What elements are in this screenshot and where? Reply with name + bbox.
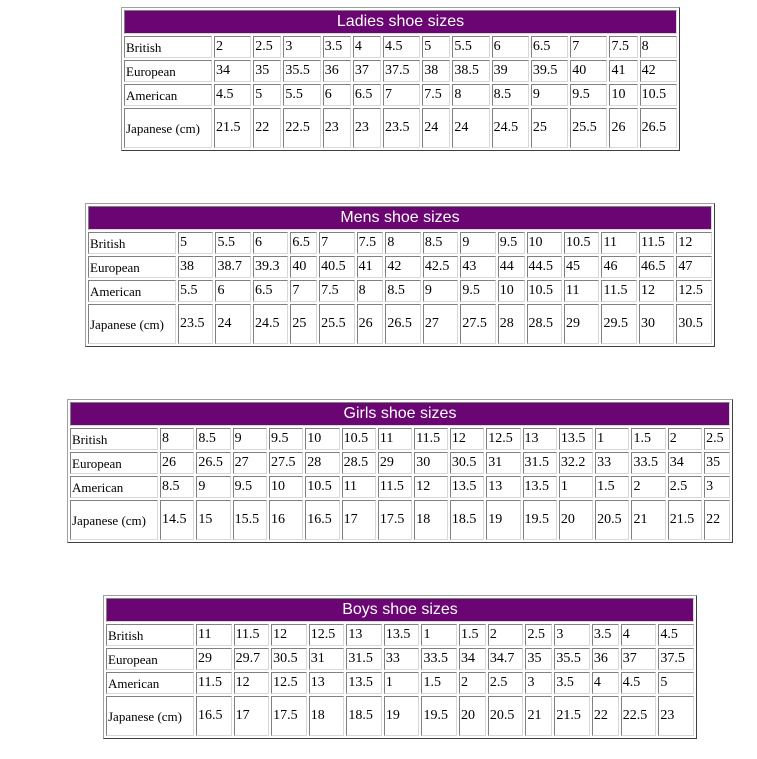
size-cell: 40 — [290, 256, 317, 278]
size-cell: 2.5 — [525, 624, 552, 646]
size-cell: 25.5 — [319, 304, 354, 344]
size-cell: 26.5 — [640, 108, 677, 148]
size-cell: 4.5 — [658, 624, 694, 646]
size-cell: 10 — [609, 84, 637, 106]
size-cell: 9.5 — [570, 84, 607, 106]
size-cell: 23 — [353, 108, 381, 148]
size-cell: 8.5 — [160, 476, 194, 498]
size-cell: 6.5 — [290, 232, 317, 254]
size-cell: 7 — [383, 84, 420, 106]
size-row-british — [70, 428, 730, 450]
size-cell: 18 — [309, 696, 345, 736]
size-cell: 47 — [676, 256, 712, 278]
size-cell: 10.5 — [564, 232, 599, 254]
size-cell: 10 — [527, 232, 562, 254]
size-cell: 5.5 — [452, 36, 489, 58]
size-cell: 22.5 — [621, 696, 657, 736]
size-cell: 2 — [631, 476, 665, 498]
size-cell: 24 — [422, 108, 450, 148]
row-label-american: American — [88, 280, 176, 302]
size-cell: 1 — [384, 672, 420, 694]
size-cell: 15 — [196, 500, 230, 540]
size-cell: 3.5 — [592, 624, 619, 646]
size-cell: 39 — [492, 60, 529, 82]
size-cell: 33.5 — [631, 452, 665, 474]
size-cell: 40 — [570, 60, 607, 82]
size-cell: 9 — [531, 84, 568, 106]
size-cell: 3.5 — [554, 672, 590, 694]
size-cell: 2.5 — [668, 476, 702, 498]
size-cell: 22.5 — [283, 108, 320, 148]
size-cell: 34 — [214, 60, 251, 82]
size-cell: 45 — [564, 256, 599, 278]
size-cell: 26 — [160, 452, 194, 474]
size-cell: 37 — [353, 60, 381, 82]
size-cell: 42 — [640, 60, 677, 82]
size-cell: 46 — [601, 256, 636, 278]
size-cell: 6.5 — [253, 280, 288, 302]
size-cell: 33 — [384, 648, 420, 670]
size-cell: 4 — [621, 624, 657, 646]
size-cell: 19.5 — [523, 500, 557, 540]
size-cell: 19 — [384, 696, 420, 736]
size-cell: 37.5 — [383, 60, 420, 82]
size-cell: 41 — [357, 256, 384, 278]
size-cell: 22 — [592, 696, 619, 736]
size-cell: 11 — [601, 232, 636, 254]
size-cell: 10 — [305, 428, 339, 450]
size-cell: 12 — [234, 672, 270, 694]
size-cell: 9 — [423, 280, 458, 302]
size-cell: 20.5 — [595, 500, 629, 540]
size-cell: 7 — [290, 280, 317, 302]
size-cell: 30.5 — [271, 648, 307, 670]
size-cell: 30.5 — [676, 304, 712, 344]
size-cell: 5 — [422, 36, 450, 58]
size-row-american — [106, 672, 694, 694]
size-cell: 8.5 — [492, 84, 529, 106]
size-cell: 10 — [498, 280, 525, 302]
row-label-european: European — [88, 256, 176, 278]
size-cell: 42 — [385, 256, 420, 278]
size-cell: 12 — [639, 280, 674, 302]
size-cell: 4.5 — [383, 36, 420, 58]
size-cell: 20 — [459, 696, 486, 736]
size-cell: 33 — [595, 452, 629, 474]
size-cell: 1 — [595, 428, 629, 450]
size-cell: 34 — [668, 452, 702, 474]
size-cell: 1.5 — [421, 672, 457, 694]
size-cell: 4 — [592, 672, 619, 694]
size-cell: 27 — [233, 452, 267, 474]
size-cell: 6.5 — [531, 36, 568, 58]
size-cell: 14.5 — [160, 500, 194, 540]
size-cell: 19.5 — [421, 696, 457, 736]
size-cell: 18.5 — [346, 696, 382, 736]
size-cell: 11.5 — [234, 624, 270, 646]
size-row-japanese — [70, 500, 730, 540]
size-cell: 30 — [639, 304, 674, 344]
size-cell: 16 — [269, 500, 303, 540]
size-cell: 6 — [323, 84, 351, 106]
size-cell: 9.5 — [498, 232, 525, 254]
size-cell: 41 — [609, 60, 637, 82]
size-cell: 9 — [460, 232, 495, 254]
size-cell: 6 — [492, 36, 529, 58]
size-cell: 11 — [378, 428, 412, 450]
size-cell: 37 — [621, 648, 657, 670]
size-cell: 5.5 — [215, 232, 250, 254]
size-cell: 7.5 — [422, 84, 450, 106]
size-cell: 13.5 — [346, 672, 382, 694]
size-cell: 6 — [215, 280, 250, 302]
ladies-size-table — [121, 7, 680, 151]
size-cell: 4.5 — [214, 84, 251, 106]
size-cell: 43 — [460, 256, 495, 278]
size-cell: 35.5 — [283, 60, 320, 82]
size-cell: 36 — [323, 60, 351, 82]
size-cell: 3 — [704, 476, 730, 498]
size-cell: 8 — [640, 36, 677, 58]
size-cell: 24 — [215, 304, 250, 344]
size-cell: 11.5 — [196, 672, 232, 694]
row-label-american: American — [70, 476, 158, 498]
size-cell: 6 — [253, 232, 288, 254]
size-cell: 6.5 — [353, 84, 381, 106]
size-cell: 10 — [269, 476, 303, 498]
size-cell: 27.5 — [460, 304, 495, 344]
row-label-european: European — [124, 60, 212, 82]
size-cell: 27 — [423, 304, 458, 344]
size-cell: 13.5 — [523, 476, 557, 498]
size-cell: 37.5 — [658, 648, 694, 670]
size-cell: 3.5 — [323, 36, 351, 58]
size-cell: 10.5 — [305, 476, 339, 498]
size-cell: 13 — [523, 428, 557, 450]
size-cell: 24.5 — [492, 108, 529, 148]
girls-size-table — [67, 399, 733, 543]
size-cell: 42.5 — [423, 256, 458, 278]
size-cell: 7.5 — [357, 232, 384, 254]
size-cell: 38 — [178, 256, 213, 278]
size-cell: 39.5 — [531, 60, 568, 82]
size-cell: 8.5 — [423, 232, 458, 254]
size-cell: 12.5 — [271, 672, 307, 694]
size-cell: 16.5 — [305, 500, 339, 540]
mens-size-table — [85, 203, 715, 347]
size-row-japanese — [88, 304, 712, 344]
size-cell: 9 — [196, 476, 230, 498]
size-cell: 26 — [357, 304, 384, 344]
size-cell: 24 — [452, 108, 489, 148]
size-cell: 18.5 — [450, 500, 484, 540]
size-cell: 46.5 — [639, 256, 674, 278]
size-cell: 25 — [290, 304, 317, 344]
size-cell: 29.7 — [234, 648, 270, 670]
size-cell: 13 — [309, 672, 345, 694]
size-cell: 8 — [385, 232, 420, 254]
size-cell: 22 — [253, 108, 281, 148]
size-cell: 5 — [658, 672, 694, 694]
size-cell: 10.5 — [527, 280, 562, 302]
size-cell: 5.5 — [178, 280, 213, 302]
size-cell: 21 — [525, 696, 552, 736]
row-label-japanese: Japanese (cm) — [70, 500, 158, 540]
size-cell: 29 — [564, 304, 599, 344]
row-label-european: European — [70, 452, 158, 474]
size-cell: 13.5 — [559, 428, 593, 450]
size-cell: 11.5 — [378, 476, 412, 498]
size-row-british — [88, 232, 712, 254]
size-cell: 7 — [319, 232, 354, 254]
size-cell: 11.5 — [601, 280, 636, 302]
row-label-british: British — [70, 428, 158, 450]
size-cell: 28 — [305, 452, 339, 474]
size-cell: 28.5 — [527, 304, 562, 344]
size-cell: 13 — [346, 624, 382, 646]
size-cell: 4 — [353, 36, 381, 58]
size-cell: 8 — [160, 428, 194, 450]
size-cell: 35.5 — [554, 648, 590, 670]
row-label-japanese: Japanese (cm) — [106, 696, 194, 736]
row-label-european: European — [106, 648, 194, 670]
size-cell: 20.5 — [488, 696, 524, 736]
size-row-american — [124, 84, 677, 106]
size-cell: 7 — [570, 36, 607, 58]
size-cell: 32.2 — [559, 452, 593, 474]
size-cell: 29 — [378, 452, 412, 474]
size-cell: 28.5 — [342, 452, 376, 474]
size-cell: 2 — [214, 36, 251, 58]
size-row-japanese — [124, 108, 677, 148]
table-title: Girls shoe sizes — [70, 402, 730, 426]
size-cell: 7.5 — [319, 280, 354, 302]
size-cell: 38 — [422, 60, 450, 82]
size-cell: 2 — [488, 624, 524, 646]
size-cell: 25 — [531, 108, 568, 148]
size-cell: 39.3 — [253, 256, 288, 278]
size-cell: 12 — [676, 232, 712, 254]
size-cell: 26.5 — [385, 304, 420, 344]
size-cell: 9 — [233, 428, 267, 450]
row-label-british: British — [88, 232, 176, 254]
size-cell: 8.5 — [385, 280, 420, 302]
row-label-american: American — [124, 84, 212, 106]
size-cell: 2.5 — [253, 36, 281, 58]
size-cell: 23.5 — [178, 304, 213, 344]
size-cell: 8 — [357, 280, 384, 302]
size-cell: 5 — [178, 232, 213, 254]
size-cell: 12.5 — [309, 624, 345, 646]
size-cell: 26 — [609, 108, 637, 148]
size-cell: 2 — [459, 672, 486, 694]
size-cell: 12.5 — [676, 280, 712, 302]
size-row-european — [124, 60, 677, 82]
size-cell: 11.5 — [414, 428, 448, 450]
size-cell: 21 — [631, 500, 665, 540]
size-cell: 8.5 — [196, 428, 230, 450]
size-cell: 17.5 — [271, 696, 307, 736]
row-label-american: American — [106, 672, 194, 694]
size-cell: 17 — [234, 696, 270, 736]
size-row-american — [88, 280, 712, 302]
size-row-british — [106, 624, 694, 646]
size-cell: 35 — [525, 648, 552, 670]
boys-size-table — [103, 595, 697, 739]
size-cell: 23.5 — [383, 108, 420, 148]
size-cell: 9.5 — [233, 476, 267, 498]
row-label-british: British — [124, 36, 212, 58]
size-cell: 31.5 — [346, 648, 382, 670]
size-row-japanese — [106, 696, 694, 736]
size-cell: 40.5 — [319, 256, 354, 278]
size-cell: 12.5 — [486, 428, 520, 450]
size-cell: 11.5 — [639, 232, 674, 254]
table-title: Boys shoe sizes — [106, 598, 694, 622]
size-cell: 1.5 — [459, 624, 486, 646]
size-cell: 25.5 — [570, 108, 607, 148]
size-cell: 12 — [414, 476, 448, 498]
size-cell: 3 — [554, 624, 590, 646]
size-cell: 1 — [421, 624, 457, 646]
row-label-british: British — [106, 624, 194, 646]
size-cell: 4.5 — [621, 672, 657, 694]
size-cell: 20 — [559, 500, 593, 540]
size-cell: 21.5 — [554, 696, 590, 736]
size-cell: 23 — [323, 108, 351, 148]
size-cell: 19 — [486, 500, 520, 540]
size-cell: 1.5 — [595, 476, 629, 498]
size-row-american — [70, 476, 730, 498]
size-cell: 3 — [283, 36, 320, 58]
size-cell: 29 — [196, 648, 232, 670]
size-cell: 35 — [704, 452, 730, 474]
size-row-british — [124, 36, 677, 58]
size-cell: 16.5 — [196, 696, 232, 736]
size-cell: 26.5 — [196, 452, 230, 474]
size-cell: 21.5 — [214, 108, 251, 148]
size-cell: 9.5 — [269, 428, 303, 450]
size-cell: 34 — [459, 648, 486, 670]
size-cell: 13 — [486, 476, 520, 498]
size-cell: 35 — [253, 60, 281, 82]
row-label-japanese: Japanese (cm) — [88, 304, 176, 344]
size-cell: 30 — [414, 452, 448, 474]
size-cell: 17 — [342, 500, 376, 540]
size-cell: 5 — [253, 84, 281, 106]
size-cell: 44.5 — [527, 256, 562, 278]
size-cell: 1 — [559, 476, 593, 498]
size-cell: 13.5 — [450, 476, 484, 498]
size-cell: 33.5 — [421, 648, 457, 670]
size-cell: 38.5 — [452, 60, 489, 82]
size-cell: 12 — [450, 428, 484, 450]
size-row-european — [88, 256, 712, 278]
size-cell: 11 — [196, 624, 232, 646]
size-cell: 11 — [564, 280, 599, 302]
size-cell: 44 — [498, 256, 525, 278]
size-cell: 29.5 — [601, 304, 636, 344]
size-cell: 38.7 — [215, 256, 250, 278]
size-cell: 8 — [452, 84, 489, 106]
size-cell: 23 — [658, 696, 694, 736]
size-cell: 24.5 — [253, 304, 288, 344]
size-row-european — [70, 452, 730, 474]
size-cell: 9.5 — [460, 280, 495, 302]
size-row-european — [106, 648, 694, 670]
size-cell: 34.7 — [488, 648, 524, 670]
size-cell: 31.5 — [523, 452, 557, 474]
size-cell: 2 — [668, 428, 702, 450]
size-cell: 11 — [342, 476, 376, 498]
size-cell: 5.5 — [283, 84, 320, 106]
size-cell: 36 — [592, 648, 619, 670]
size-cell: 28 — [498, 304, 525, 344]
size-cell: 1.5 — [631, 428, 665, 450]
size-cell: 27.5 — [269, 452, 303, 474]
size-cell: 3 — [525, 672, 552, 694]
row-label-japanese: Japanese (cm) — [124, 108, 212, 148]
size-cell: 10.5 — [640, 84, 677, 106]
size-cell: 7.5 — [609, 36, 637, 58]
size-cell: 2.5 — [704, 428, 730, 450]
size-cell: 2.5 — [488, 672, 524, 694]
size-cell: 17.5 — [378, 500, 412, 540]
size-cell: 21.5 — [668, 500, 702, 540]
size-cell: 31 — [486, 452, 520, 474]
size-cell: 30.5 — [450, 452, 484, 474]
size-cell: 12 — [271, 624, 307, 646]
size-cell: 15.5 — [233, 500, 267, 540]
size-cell: 22 — [704, 500, 730, 540]
table-title: Ladies shoe sizes — [124, 10, 677, 34]
table-title: Mens shoe sizes — [88, 206, 712, 230]
size-cell: 18 — [414, 500, 448, 540]
size-cell: 31 — [309, 648, 345, 670]
size-cell: 13.5 — [384, 624, 420, 646]
size-cell: 10.5 — [342, 428, 376, 450]
